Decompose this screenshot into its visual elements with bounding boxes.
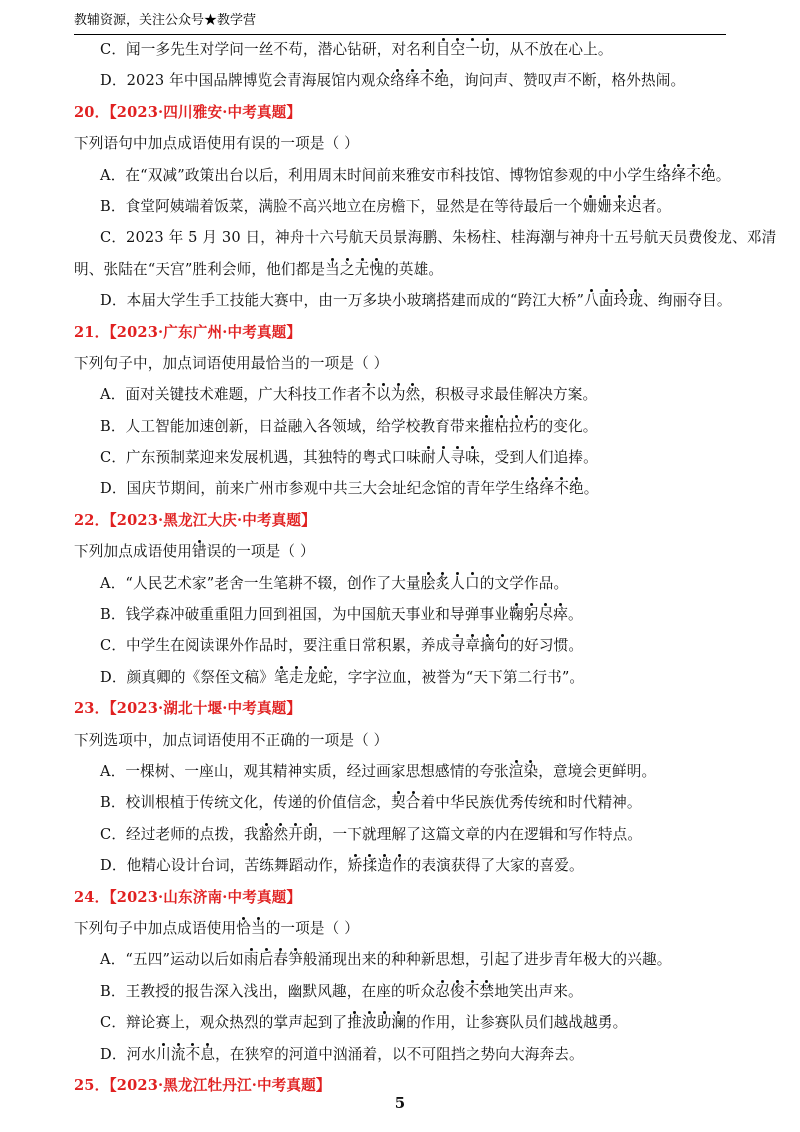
page-number: 5 [394,1094,406,1112]
text-segment: 明、张陆在“天宫”胜利会师，他们都是 [74,260,326,278]
document-body [74,34,777,1101]
option-line [74,662,734,693]
text-segment: D．本届大学生手工技能大赛中，由一万多块小玻璃搭建而成的“跨江大桥” [100,292,585,310]
option-line [74,630,734,661]
text-segment: 的作用，让参赛队员们越战越勇。 [406,1014,628,1032]
text-segment: ，从不放在心上。 [494,41,613,58]
text-segment: 的好习惯。 [509,637,584,655]
emphasized-phrase: 恰当 [236,919,266,937]
text-segment: 25．【2023·黑龙江牡丹江·中考真题】 [74,1076,331,1094]
option-line [74,1007,734,1038]
option-line [74,819,734,850]
text-segment: 22．【2023·黑龙江大庆·中考真题】 [74,511,316,529]
text-segment: ，在狭窄的河道中汹涌着，以不可阻挡之势向大海奔去。 [215,1045,584,1063]
option-line [74,756,734,787]
emphasized-phrase: 寻章摘句 [450,637,510,655]
text-segment: D．颜真卿的《祭侄文稿》 [100,668,275,686]
text-segment: 的变化。 [538,417,598,435]
text-segment: ，受到人们追捧。 [479,449,598,467]
text-segment: 的英雄。 [384,260,444,278]
option-line [74,222,777,253]
text-segment: 下列语句中加点成语使用有误的一项是（ ） [74,135,359,153]
text-segment: ，字字泣血，被誉为“天下第二行书”。 [333,668,585,686]
text-segment: 。 [567,606,583,624]
page-header [74,12,726,35]
option-line [74,850,734,881]
option-line [74,65,734,96]
text-segment: B．校训根植于传统文化，传递的价值信念， [100,794,392,812]
emphasized-phrase: 络绎不绝 [524,480,584,498]
emphasized-phrase: 忍俊不禁 [435,982,495,1000]
emphasized-phrase: 目空一切 [435,41,495,58]
text-segment: 误的一项是（ ） [206,543,315,561]
text-segment: 下列加点成语使用 [74,543,192,561]
option-line [74,411,734,442]
text-segment: ，一下就理解了这篇文章的内在逻辑和写作特点。 [317,825,643,843]
header-text: 教辅资源，关注公众号★教学营 [74,13,257,28]
emphasized-phrase: 络绎不绝 [390,72,450,90]
text-segment: C．广东预制菜迎来发展机遇，其独特的粤式口味 [100,449,421,467]
option-line [74,787,734,818]
option-line [74,568,734,599]
option-line [74,160,734,191]
text-segment: B．食堂阿姨端着饭菜，满脸不高兴地立在房檐下，显然是在等待最后一个 [100,197,583,215]
option-line [74,1039,734,1070]
emphasized-phrase: 笔走龙蛇 [274,668,334,686]
option-line [74,473,734,504]
text-line [74,128,734,159]
emphasized-phrase: 不以为然 [361,386,421,404]
text-segment: C．闻一多先生对学问一丝不苟，潜心钻研，对名利 [100,41,436,58]
emphasized-phrase: 豁然开朗 [258,825,318,843]
text-segment: A．“人民艺术家”老舍一生笔耕不辍，创作了大量 [100,574,421,592]
text-segment: 20．【2023·四川雅安·中考真题】 [74,103,302,121]
text-segment: ，意境会更鲜明。 [538,762,657,780]
text-segment: A．在“双减”政策出台以后，利用周末时间前来雅安市科技馆、博物馆参观的中小学生 [100,166,657,184]
emphasized-phrase: 八面玲珑 [584,292,644,310]
question-heading [74,317,734,348]
text-segment: 、绚丽夺目。 [643,292,732,310]
text-line [74,725,734,756]
option-line [74,34,734,65]
text-segment: A．面对关键技术难题，广大科技工作者 [100,386,362,404]
option-line [74,442,734,473]
text-segment: B．钱学森冲破重重阻力回到祖国，为中国航天事业和导弹事业 [100,606,509,624]
question-heading [74,505,734,536]
emphasized-phrase: 摧枯拉朽 [479,417,539,435]
text-segment: C．2023 年 5 月 30 日，神舟十六号航天员景海鹏、朱杨柱、桂海潮与神舟十五号航天员费俊龙、邓清 [100,229,777,247]
option-line [74,285,734,316]
text-segment: 的一项是（ ） [265,919,359,937]
emphasized-phrase: 渲染 [508,762,539,780]
text-segment: A．“五四”运动以后如 [100,951,244,969]
emphasized-phrase: 雨后春笋 [243,951,303,969]
text-segment: ，询问声、赞叹声不断，格外热闹。 [449,72,686,90]
text-segment: D．国庆节期间，前来广州市参观中共三大会址纪念馆的青年学生 [100,480,525,498]
text-segment: D．河水 [100,1045,157,1063]
option-line [74,379,734,410]
emphasized-phrase: 鞠躬尽瘁 [508,606,568,624]
text-segment: D．他精心设计台词，苦练舞蹈动作， [100,857,348,875]
text-segment: C．辩论赛上，观众热烈的掌声起到了 [100,1014,348,1032]
text-segment: 下列句子中加点成语使用 [74,919,237,937]
option-line [74,191,734,222]
option-line [74,944,734,975]
text-segment: D．2023 年中国品牌博览会青海展馆内观众 [100,72,391,90]
text-segment: 23．【2023·湖北十堰·中考真题】 [74,700,302,718]
text-segment: 般涌现出来的种种新思想，引起了进步青年极大的兴趣。 [302,951,672,969]
option-line [74,976,734,1007]
question-heading [74,693,734,724]
emphasized-phrase: 络绎不绝 [656,166,716,184]
emphasized-phrase: 推波助澜 [347,1014,407,1032]
emphasized-phrase: 耐人寻味 [420,449,480,467]
emphasized-phrase: 错 [191,543,207,561]
text-segment: C．经过老师的点拨，我 [100,825,259,843]
question-heading [74,882,734,913]
text-segment: 者。 [641,197,672,215]
text-line [74,536,734,567]
text-line [74,913,734,944]
text-segment: ，积极寻求最佳解决方案。 [420,386,598,404]
text-segment: 下列选项中，加点词语使用不正确的一项是（ ） [74,731,389,749]
text-segment: 下列句子中，加点词语使用最恰当的一项是（ ） [74,354,389,372]
emphasized-phrase: 矫揉造作 [347,857,407,875]
text-segment: 的文学作品。 [479,574,569,592]
text-segment: 24．【2023·山东济南·中考真题】 [74,888,302,906]
text-segment: C．中学生在阅读课外作品时，要注重日常积累，养成 [100,637,451,655]
option-line [74,599,734,630]
text-segment: 着中华民族优秀传统和时代精神。 [420,794,642,812]
text-segment: A．一棵树、一座山，观其精神实质，经过画家思想感情的夸张 [100,762,509,780]
text-segment: 21．【2023·广东广州·中考真题】 [74,323,302,341]
emphasized-phrase: 姗姗来迟 [582,197,642,215]
text-segment: 地笑出声来。 [494,982,583,1000]
text-segment: 。 [715,166,731,184]
text-segment: 。 [583,480,599,498]
text-line [74,254,734,285]
text-line [74,348,734,379]
emphasized-phrase: 川流不息 [156,1045,216,1063]
emphasized-phrase: 契合 [391,794,421,812]
text-segment: B．王教授的报告深入浅出，幽默风趣，在座的听众 [100,982,436,1000]
text-segment: 的表演获得了大家的喜爱。 [406,857,584,875]
text-segment: B．人工智能加速创新，日益融入各领域，给学校教育带来 [100,417,480,435]
question-heading [74,97,734,128]
emphasized-phrase: 当之无愧 [325,260,385,278]
emphasized-phrase: 脍炙人口 [420,574,480,592]
